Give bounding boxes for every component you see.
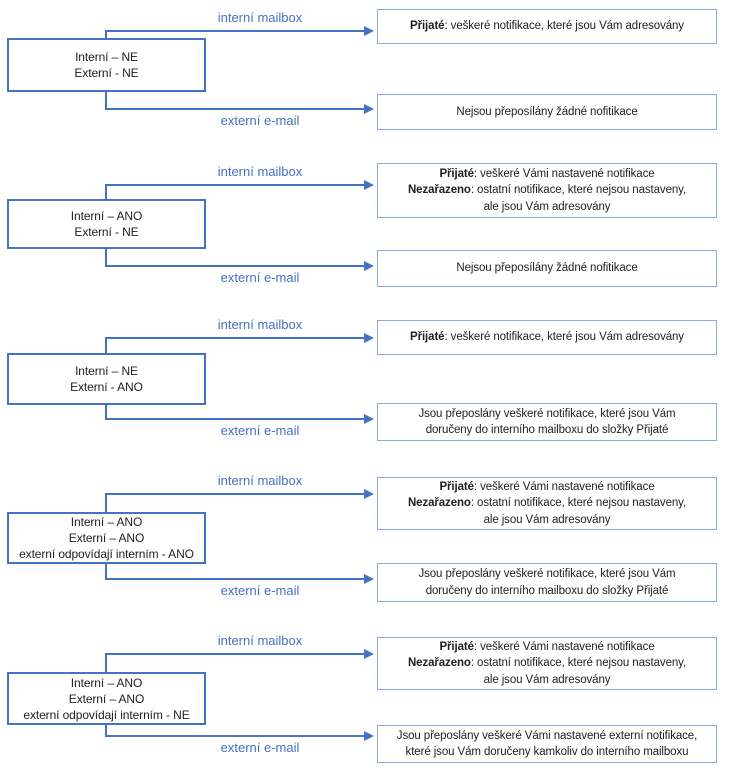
result-line-bold: Přijaté <box>410 331 445 344</box>
result-line-text: Jsou přeposlány veškeré notifikace, které jsou Vám <box>418 407 676 420</box>
external-email-arrow-label: externí e-mail <box>220 270 300 285</box>
result-line-text: Jsou přeposlány veškeré Vámi nastavené externí notifikace, <box>396 729 698 742</box>
result-line-text: : veškeré notifikace, které jsou Vám adresovány <box>444 331 684 344</box>
config-line: externí odpovídají interním - NE <box>23 707 190 722</box>
external-email-arrow-label: externí e-mail <box>220 113 300 128</box>
config-line: Interní – NE <box>75 364 138 378</box>
result-box-internal-mailbox <box>377 637 717 690</box>
result-line-text: : ostatní notifikace, které nejsou nastaveny, <box>470 497 687 510</box>
result-line-bold: Nezařazeno <box>407 497 471 510</box>
internal-mailbox-arrow-label: interní mailbox <box>217 633 303 648</box>
external-email-arrow-label: externí e-mail <box>220 423 300 438</box>
result-line <box>406 744 689 761</box>
config-line: Interní – ANO <box>70 675 143 690</box>
result-line-text: : veškeré Vámi nastavené notifikace <box>473 480 655 493</box>
config-line: Externí - ANO <box>70 380 143 394</box>
config-line: Interní – NE <box>75 50 138 64</box>
result-line <box>439 639 654 656</box>
result-line-text: : veškeré notifikace, které jsou Vám adresovány <box>444 20 684 33</box>
result-line-text: Nejsou přeposílány žádné nofitikace <box>456 262 638 275</box>
config-line: Externí – ANO <box>68 531 145 545</box>
result-line-text: : ostatní notifikace, které nejsou nastaveny, <box>470 184 687 197</box>
result-line-bold: Přijaté <box>439 480 474 493</box>
result-line-text: doručeny do interního mailboxu do složky Přijaté <box>425 424 669 436</box>
arrowhead-right-icon <box>364 649 374 659</box>
result-line <box>408 655 686 672</box>
result-line-text: Jsou přeposlány veškeré notifikace, které jsou Vám <box>418 568 676 580</box>
config-line: Externí – ANO <box>68 691 145 706</box>
result-line <box>397 728 697 745</box>
result-line <box>484 672 611 689</box>
result-line-bold: Přijaté <box>439 640 474 653</box>
result-line-text: : veškeré Vámi nastavené notifikace <box>473 640 655 653</box>
internal-mailbox-arrow <box>105 653 364 655</box>
external-email-arrow <box>105 735 364 737</box>
result-line-bold: Nezařazeno <box>407 184 471 197</box>
result-line-bold: Nezařazeno <box>407 657 471 670</box>
internal-mailbox-arrow-label: interní mailbox <box>217 317 303 332</box>
result-line-text: Nejsou přeposílány žádné nofitikace <box>456 105 638 118</box>
connector-leg-top <box>105 653 107 674</box>
result-line-text: které jsou Vám doručeny kamkoliv do interního mailboxu <box>405 746 689 758</box>
result-line-text: doručeny do interního mailboxu do složky Přijaté <box>425 584 669 597</box>
result-line-text: ale jsou Vám adresovány <box>483 200 611 213</box>
config-line: Externí - NE <box>74 225 139 239</box>
internal-mailbox-arrow-label: interní mailbox <box>217 473 303 488</box>
external-email-arrow-label: externí e-mail <box>220 583 300 598</box>
config-line: Interní – ANO <box>70 515 143 529</box>
result-line-text: ale jsou Vám adresovány <box>483 513 611 526</box>
result-line-bold: Přijaté <box>439 167 474 180</box>
internal-mailbox-arrow-label: interní mailbox <box>217 164 303 179</box>
config-line: Externí - NE <box>74 66 139 80</box>
internal-mailbox-arrow-label: interní mailbox <box>217 10 303 25</box>
result-line-bold: Přijaté <box>410 20 445 33</box>
external-email-arrow-label: externí e-mail <box>220 740 300 755</box>
config-box <box>7 672 206 725</box>
result-box-external-email <box>377 725 717 763</box>
result-line-text: : ostatní notifikace, které nejsou nastaveny, <box>470 657 687 670</box>
result-line-text: ale jsou Vám adresovány <box>483 673 611 686</box>
config-line: externí odpovídají interním - ANO <box>19 547 194 561</box>
result-line-text: : veškeré Vámi nastavené notifikace <box>473 167 655 180</box>
config-line: Interní – ANO <box>70 209 143 223</box>
